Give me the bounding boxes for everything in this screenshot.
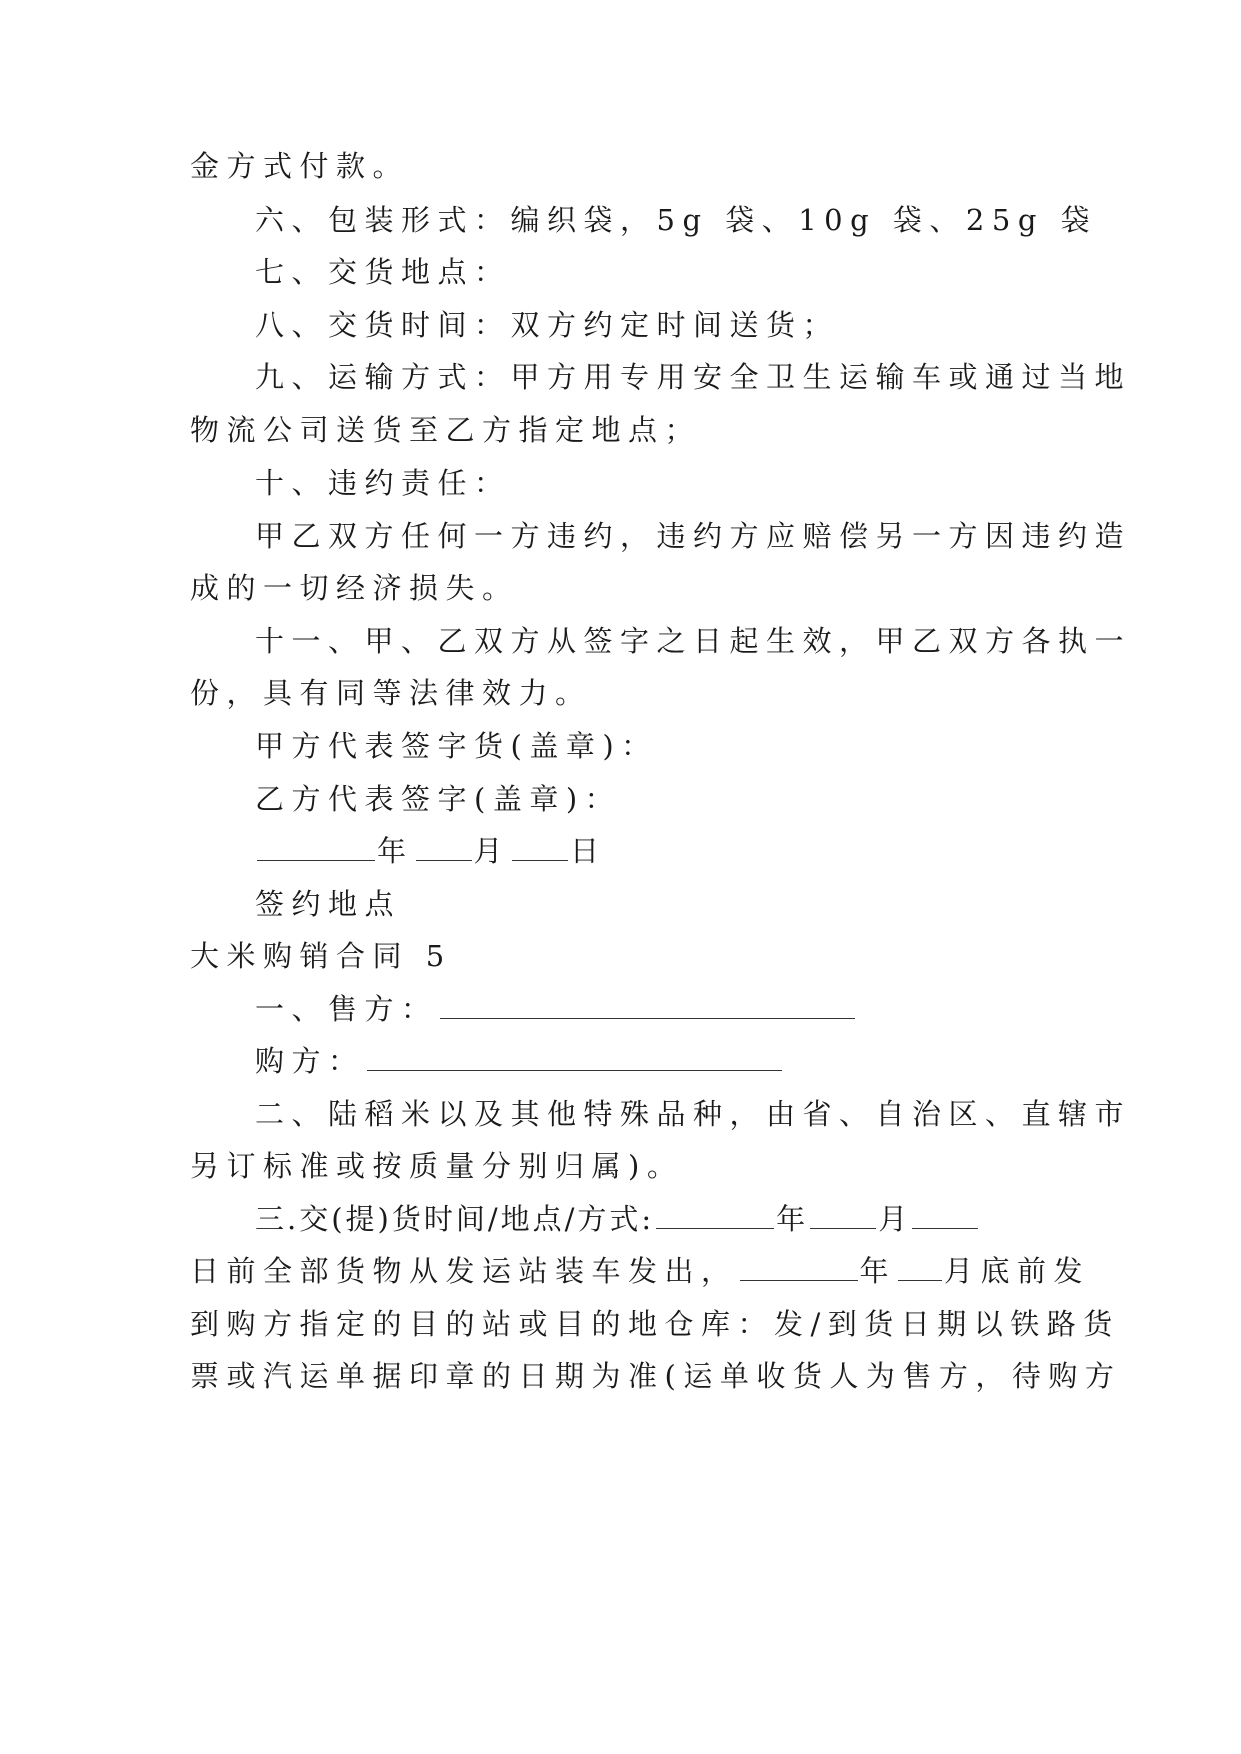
text-line: 金方式付款。 [190, 149, 410, 183]
buyer-label: 购方： [255, 1044, 365, 1078]
delivery-time-clause: 八、交货时间：双方约定时间送货； [255, 308, 840, 342]
delivery-year: 年 [776, 1202, 809, 1236]
text-line: 票或汽运单据印章的日期为准(运单收货人为售方，待购方 [190, 1359, 1122, 1393]
year-label: 年 [377, 834, 414, 868]
text-line: 另订标准或按质量分别归属)。 [190, 1149, 684, 1183]
liability-clause: 甲乙双方任何一方违约，违约方应赔偿另一方因违约造 [255, 519, 1132, 553]
seller-blank [440, 992, 855, 1019]
packaging-clause: 六、包装形式：编织袋，5g 袋、10g 袋、25g 袋 [255, 203, 1098, 237]
text-line: 成的一切经济损失。 [190, 571, 519, 605]
seller-line [255, 989, 857, 1029]
text-line: 到购方指定的目的站或目的地仓库：发/到货日期以铁路货 [190, 1307, 1120, 1341]
year-blank [257, 834, 375, 861]
rice-variety-clause: 二、陆稻米以及其他特殊品种，由省、自治区、直辖市 [255, 1097, 1132, 1131]
delivery-clause [255, 1199, 980, 1239]
party-b-signature: 乙方代表签字(盖章)： [255, 782, 622, 816]
delivery-line2-prefix: 日前全部货物从发运站装车发出， [190, 1254, 738, 1288]
delivery-line2-year-blank [740, 1254, 858, 1281]
delivery-line2-suffix: 月底前发 [944, 1254, 1091, 1288]
day-label: 日 [570, 834, 607, 868]
delivery-line2-year: 年 [859, 1254, 897, 1288]
effect-clause: 十一、甲、乙双方从签字之日起生效，甲乙双方各执一 [255, 624, 1132, 658]
text-line: 份，具有同等法律效力。 [190, 676, 592, 710]
month-label: 月 [473, 834, 511, 868]
delivery-day-blank [912, 1202, 978, 1229]
party-a-signature: 甲方代表签字货(盖章)： [255, 729, 658, 763]
delivery-location-clause: 七、交货地点： [255, 255, 511, 289]
buyer-blank [367, 1044, 782, 1071]
buyer-line [255, 1041, 784, 1081]
day-blank [512, 834, 568, 861]
delivery-line2-month-blank [898, 1254, 942, 1281]
delivery-month: 月 [878, 1202, 911, 1236]
liability-heading: 十、违约责任： [255, 466, 511, 500]
seller-label: 一、售方： [255, 992, 438, 1026]
date-line [255, 831, 607, 871]
delivery-month-blank [810, 1202, 876, 1229]
contract-title: 大米购销合同 5 [190, 939, 452, 973]
transport-clause: 九、运输方式：甲方用专用安全卫生运输车或通过当地 [255, 360, 1132, 394]
month-blank [416, 834, 472, 861]
signing-place: 签约地点 [255, 887, 402, 921]
delivery-clause-cont [190, 1251, 1090, 1291]
text-line: 物流公司送货至乙方指定地点； [190, 413, 702, 447]
delivery-year-blank [656, 1202, 774, 1229]
delivery-prefix: 三.交(提)货时间/地点/方式: [255, 1202, 655, 1236]
